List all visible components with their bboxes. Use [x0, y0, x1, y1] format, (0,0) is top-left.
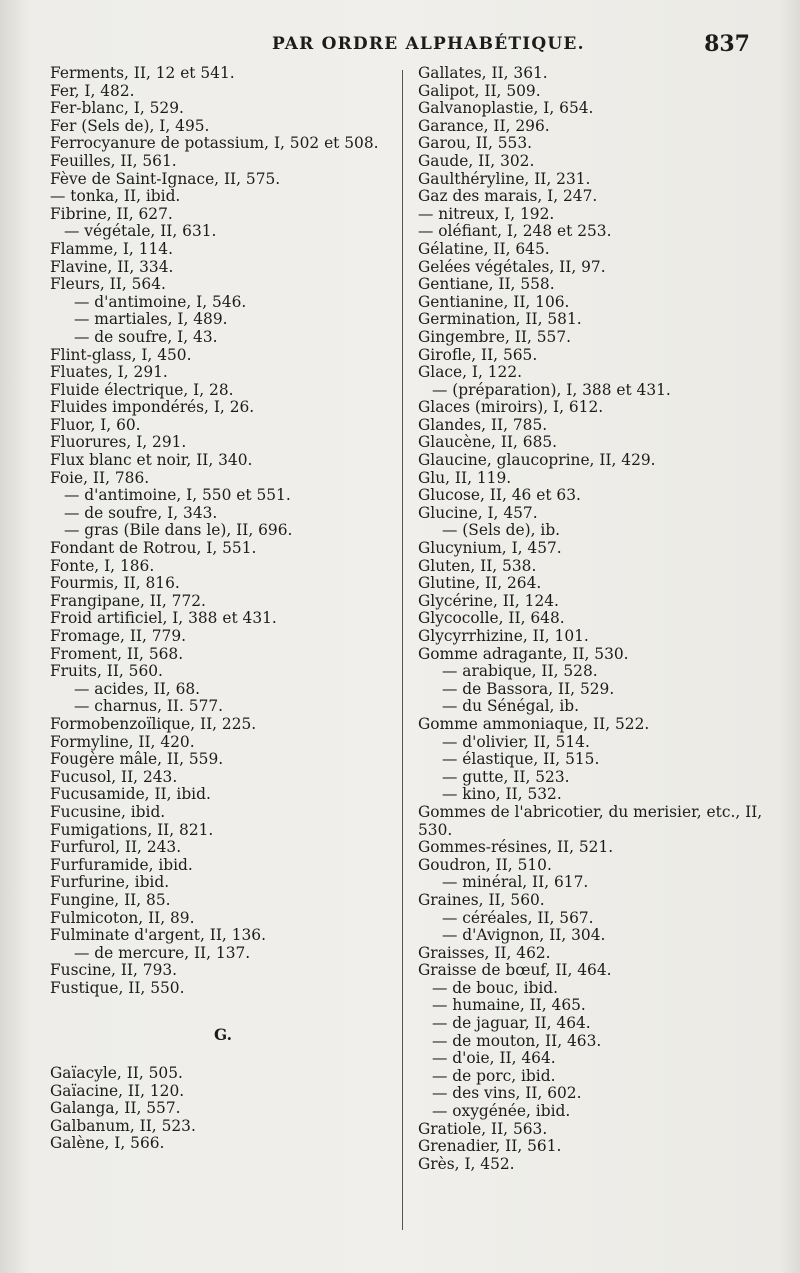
index-entry: Gentianine, II, 106. — [418, 292, 570, 311]
index-entry: — (préparation), I, 388 et 431. — [432, 380, 671, 399]
index-entry: — d'olivier, II, 514. — [442, 732, 590, 751]
left-column — [50, 65, 396, 1153]
index-entry: Glycocolle, II, 648. — [418, 609, 565, 628]
index-entry: Fromage, II, 779. — [50, 627, 187, 645]
index-entry: Ferments, II, 12 et 541. — [50, 64, 235, 82]
index-entry: Gommes de l'abricotier, du merisier, etc., II, 530. — [418, 802, 763, 839]
index-entry: Fluide électrique, I, 28. — [50, 380, 234, 399]
index-entry: Fleurs, II, 564. — [50, 275, 166, 294]
index-entry: Fluates, I, 291. — [50, 363, 168, 382]
index-entry: Grenadier, II, 561. — [418, 1137, 562, 1156]
index-entry: Gaz des marais, I, 247. — [418, 187, 598, 206]
index-list-f — [50, 65, 396, 997]
page-number: 837 — [704, 31, 750, 57]
index-entry: — de jaguar, II, 464. — [432, 1014, 591, 1033]
index-entry: Formobenzoïlique, II, 225. — [50, 714, 257, 733]
index-entry: Gaude, II, 302. — [418, 151, 535, 170]
index-entry: — humaine, II, 465. — [432, 996, 586, 1015]
running-title: PAR ORDRE ALPHABÉTIQUE. — [272, 34, 585, 54]
index-entry: — d'Avignon, II, 304. — [442, 926, 606, 945]
index-entry: Gratiole, II, 563. — [418, 1119, 548, 1138]
index-entry: Fucusamide, II, ibid. — [50, 785, 211, 804]
index-entry: Formyline, II, 420. — [50, 732, 195, 751]
index-entry: Gaulthéryline, II, 231. — [418, 169, 591, 188]
index-entry: Glace, I, 122. — [418, 363, 523, 382]
column-divider — [402, 70, 403, 1230]
index-entry: Galvanoplastie, I, 654. — [418, 99, 594, 118]
index-entry: Fève de Saint-Ignace, II, 575. — [50, 169, 281, 188]
index-entry: — des vins, II, 602. — [432, 1084, 582, 1103]
index-entry: Feuilles, II, 561. — [50, 151, 177, 170]
index-entry: — de soufre, I, 43. — [74, 327, 218, 346]
index-entry: — céréales, II, 567. — [442, 908, 594, 927]
index-entry: Fulmicoton, II, 89. — [50, 908, 195, 927]
index-entry: Galanga, II, 557. — [50, 1099, 181, 1118]
index-entry: Glutine, II, 264. — [418, 574, 542, 593]
index-entry: Graines, II, 560. — [418, 890, 545, 909]
section-letter: G. — [214, 1026, 232, 1045]
index-entry: Glu, II, 119. — [418, 468, 512, 487]
right-column — [418, 65, 772, 1173]
index-entry: Gommes-résines, II, 521. — [418, 838, 614, 857]
index-entry: Fluor, I, 60. — [50, 415, 141, 434]
index-entry: — martiales, I, 489. — [74, 310, 228, 329]
index-entry: — arabique, II, 528. — [442, 662, 598, 681]
index-entry: Galbanum, II, 523. — [50, 1116, 196, 1135]
index-entry: Galène, I, 566. — [50, 1134, 165, 1153]
index-entry: Garance, II, 296. — [418, 116, 550, 135]
index-entry: Gaïacyle, II, 505. — [50, 1064, 183, 1083]
index-entry: — d'oie, II, 464. — [432, 1049, 556, 1068]
index-entry: Fulminate d'argent, II, 136. — [50, 926, 266, 945]
index-entry: — charnus, II. 577. — [74, 697, 224, 716]
index-entry: — minéral, II, 617. — [442, 873, 589, 892]
index-entry: — gras (Bile dans le), II, 696. — [64, 521, 293, 540]
index-entry: — oléfiant, I, 248 et 253. — [418, 222, 612, 241]
index-entry: Fustique, II, 550. — [50, 978, 185, 997]
index-entry: Flux blanc et noir, II, 340. — [50, 451, 253, 470]
index-entry: Fluides impondérés, I, 26. — [50, 398, 255, 417]
index-entry: — oxygénée, ibid. — [432, 1102, 571, 1121]
index-entry: Fougère mâle, II, 559. — [50, 750, 224, 769]
index-entry: Glaucine, glaucoprine, II, 429. — [418, 451, 656, 470]
index-entry: — végétale, II, 631. — [64, 222, 217, 241]
index-entry: Gallates, II, 361. — [418, 64, 548, 82]
index-entry: Fucusine, ibid. — [50, 802, 166, 821]
page-header — [0, 31, 800, 60]
index-entry: Germination, II, 581. — [418, 310, 582, 329]
index-list-g-start — [50, 1065, 396, 1153]
index-entry: Fondant de Rotrou, I, 551. — [50, 539, 257, 558]
index-entry: Ferrocyanure de potassium, I, 502 et 508. — [50, 134, 379, 153]
index-entry: — nitreux, I, 192. — [418, 204, 555, 223]
index-entry: Foie, II, 786. — [50, 468, 150, 487]
index-entry: Graisse de bœuf, II, 464. — [418, 961, 612, 980]
index-entry: — élastique, II, 515. — [442, 750, 600, 769]
index-entry: Gomme ammoniaque, II, 522. — [418, 714, 650, 733]
index-entry: — kino, II, 532. — [442, 785, 562, 804]
index-entry: Grès, I, 452. — [418, 1154, 515, 1173]
index-entry: Fer (Sels de), I, 495. — [50, 116, 210, 135]
index-entry: Graisses, II, 462. — [418, 943, 551, 962]
index-entry: Garou, II, 553. — [418, 134, 533, 153]
index-entry: Froment, II, 568. — [50, 644, 184, 663]
index-entry: Fluorures, I, 291. — [50, 433, 187, 452]
index-entry: — d'antimoine, I, 546. — [74, 292, 247, 311]
index-entry: — (Sels de), ib. — [442, 521, 561, 540]
index-entry: Glaces (miroirs), I, 612. — [418, 398, 604, 417]
index-entry: Flamme, I, 114. — [50, 239, 173, 258]
index-entry: — gutte, II, 523. — [442, 767, 570, 786]
index-entry: Furfurol, II, 243. — [50, 838, 182, 857]
index-entry: Froid artificiel, I, 388 et 431. — [50, 609, 277, 628]
index-entry: — de Bassora, II, 529. — [442, 679, 615, 698]
index-entry: Furfurine, ibid. — [50, 873, 170, 892]
index-entry: — tonka, II, ibid. — [50, 187, 181, 206]
index-entry: Galipot, II, 509. — [418, 81, 541, 100]
index-entry: Gomme adragante, II, 530. — [418, 644, 629, 663]
index-entry: Fuscine, II, 793. — [50, 961, 178, 980]
index-entry: Girofle, II, 565. — [418, 345, 538, 364]
index-entry: Fucusol, II, 243. — [50, 767, 178, 786]
index-entry: Fer-blanc, I, 529. — [50, 99, 184, 118]
index-entry: Frangipane, II, 772. — [50, 591, 206, 610]
index-entry: Glucose, II, 46 et 63. — [418, 486, 581, 505]
index-entry: — de porc, ibid. — [432, 1066, 556, 1085]
index-entry: Furfuramide, ibid. — [50, 855, 193, 874]
index-entry: Glaucène, II, 685. — [418, 433, 558, 452]
index-entry: Gentiane, II, 558. — [418, 275, 555, 294]
index-entry: — de mouton, II, 463. — [432, 1031, 602, 1050]
index-entry: Goudron, II, 510. — [418, 855, 552, 874]
index-entry: Fibrine, II, 627. — [50, 204, 173, 223]
index-entry: Fungine, II, 85. — [50, 890, 171, 909]
index-entry: Gaïacine, II, 120. — [50, 1081, 185, 1100]
index-entry: Flint-glass, I, 450. — [50, 345, 192, 364]
index-entry: — d'antimoine, I, 550 et 551. — [64, 486, 291, 505]
index-entry: Fruits, II, 560. — [50, 662, 163, 681]
index-list-g — [418, 65, 772, 1173]
index-entry: — acides, II, 68. — [74, 679, 201, 698]
index-entry: Glandes, II, 785. — [418, 415, 548, 434]
index-entry: Glucine, I, 457. — [418, 503, 538, 522]
index-entry: — de soufre, I, 343. — [64, 503, 218, 522]
index-entry: — du Sénégal, ib. — [442, 697, 580, 716]
index-entry: Fonte, I, 186. — [50, 556, 155, 575]
index-entry: Flavine, II, 334. — [50, 257, 174, 276]
index-entry: Fer, I, 482. — [50, 81, 135, 100]
index-entry: Gluten, II, 538. — [418, 556, 537, 575]
index-entry: — de bouc, ibid. — [432, 978, 559, 997]
index-entry: Gelées végétales, II, 97. — [418, 257, 606, 276]
index-entry: Fumigations, II, 821. — [50, 820, 214, 839]
index-entry: — de mercure, II, 137. — [74, 943, 251, 962]
index-entry: Gingembre, II, 557. — [418, 327, 571, 346]
index-entry: Glucynium, I, 457. — [418, 539, 562, 558]
index-entry: Gélatine, II, 645. — [418, 239, 550, 258]
index-entry: Fourmis, II, 816. — [50, 574, 180, 593]
index-entry: Glycérine, II, 124. — [418, 591, 559, 610]
index-entry: Glycyrrhizine, II, 101. — [418, 627, 589, 645]
